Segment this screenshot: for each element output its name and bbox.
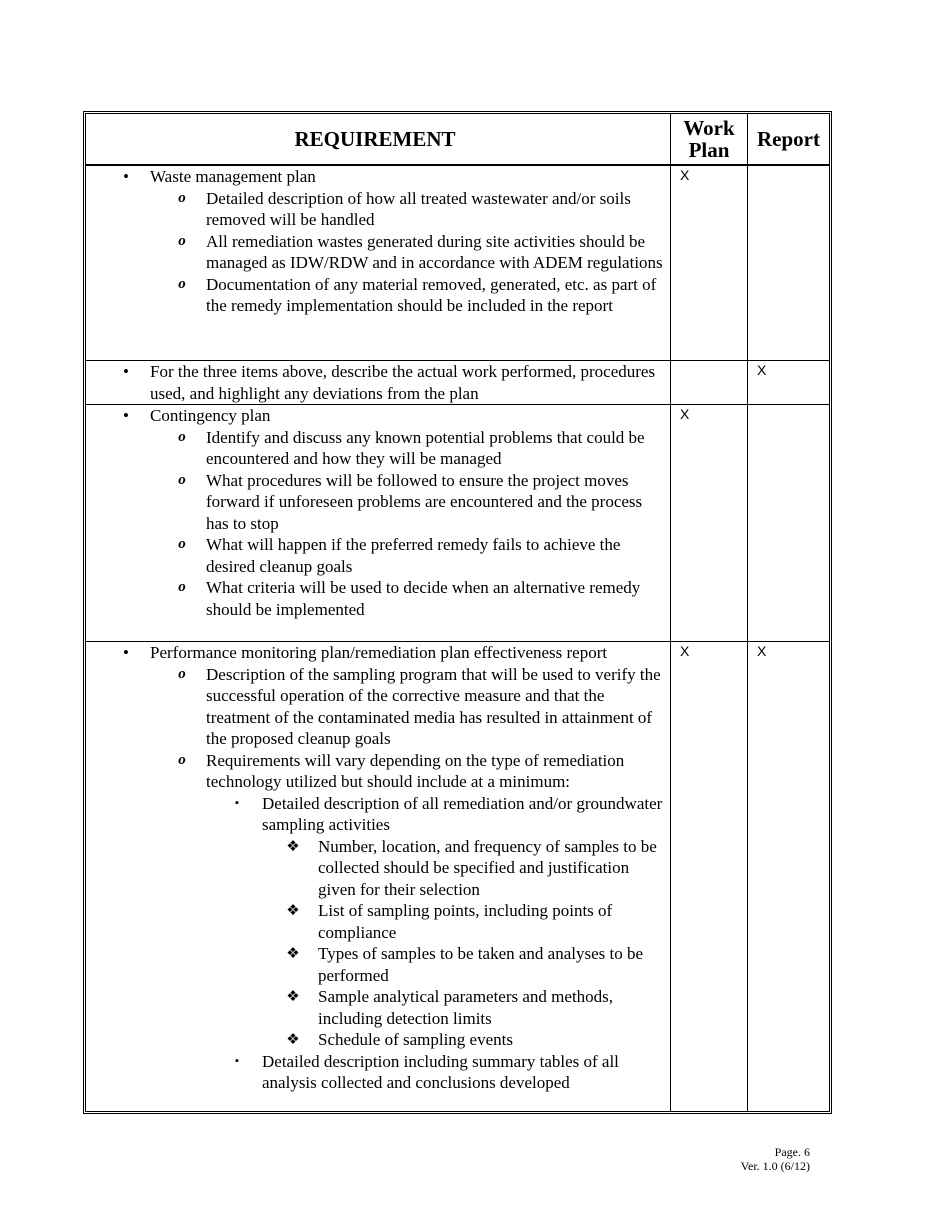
item-text: Detailed description of all remediation and/or groundwater sampling activities: [262, 793, 663, 834]
requirement-cell: [86, 642, 671, 1111]
list-item: [86, 793, 664, 836]
list-item: [86, 1051, 664, 1094]
diamond-bullet-icon: ❖: [286, 836, 300, 855]
report-mark: [748, 405, 829, 641]
requirement-cell: [86, 361, 671, 404]
diamond-bullet-icon: ❖: [286, 901, 300, 919]
circle-bullet-icon: o: [178, 471, 186, 488]
list-item: [86, 188, 664, 231]
item-text: Number, location, and frequency of samples to be collected should be specified and justification given for their selection: [318, 836, 657, 899]
item-text: Detailed description including summary tables of all analysis collected and conclusions developed: [262, 1051, 619, 1092]
item-text: Detailed description of how all treated wastewater and/or soils removed will be handled: [206, 188, 631, 229]
work-plan-mark: X: [671, 642, 748, 1111]
item-text: What procedures will be followed to ensure the project moves forward if unforeseen problems are encountered and the process has to stop: [206, 470, 643, 533]
requirement-cell: [86, 405, 671, 641]
report-mark: X: [757, 362, 767, 378]
table-row: [86, 404, 829, 641]
header-work-plan: [671, 114, 748, 164]
list-item: [86, 361, 664, 404]
list-item: [86, 577, 664, 620]
bullet-icon: •: [123, 406, 129, 425]
list-item: [86, 664, 664, 750]
list-item: [86, 166, 664, 188]
diamond-bullet-icon: ❖: [286, 1030, 300, 1048]
circle-bullet-icon: o: [178, 232, 186, 249]
list-item: [86, 274, 664, 317]
circle-bullet-icon: o: [178, 579, 186, 595]
bullet-icon: •: [123, 643, 129, 662]
item-text: Types of samples to be taken and analyses to be performed: [318, 944, 644, 985]
item-text: Identify and discuss any known potential problems that could be encountered and how they will be managed: [206, 427, 645, 468]
header-report: Report: [757, 127, 820, 151]
square-bullet-icon: ▪: [235, 796, 239, 809]
list-item: [86, 427, 664, 470]
item-text: What criteria will be used to decide when an alternative remedy should be implemented: [206, 578, 641, 619]
circle-bullet-icon: o: [178, 275, 186, 292]
item-text: Schedule of sampling events: [318, 1030, 513, 1049]
square-bullet-icon: ▪: [235, 1054, 239, 1067]
item-text: Waste management plan: [150, 167, 316, 186]
circle-bullet-icon: o: [178, 751, 186, 768]
circle-bullet-icon: o: [178, 428, 186, 445]
report-mark: [748, 166, 829, 360]
list-item: [86, 1029, 664, 1051]
list-item: [86, 231, 664, 274]
list-item: [86, 986, 664, 1029]
header-work-plan-line1: Work: [683, 116, 735, 140]
list-item: [86, 943, 664, 986]
bullet-icon: •: [123, 167, 129, 186]
item-text: Performance monitoring plan/remediation plan effectiveness report: [150, 643, 608, 662]
table-row: [86, 641, 829, 1111]
list-item: [86, 750, 664, 793]
work-plan-mark: [671, 361, 748, 404]
item-text: What will happen if the preferred remedy fails to achieve the desired cleanup goals: [206, 535, 621, 576]
list-item: [86, 534, 664, 577]
requirements-table: [83, 111, 832, 1114]
list-item: [86, 470, 664, 535]
table-row: [86, 166, 829, 360]
requirement-cell: [86, 166, 671, 360]
item-text: Requirements will vary depending on the type of remediation technology utilized but should include at a minimum:: [206, 750, 625, 791]
header-work-plan-line2: Plan: [688, 138, 730, 162]
list-item: [86, 900, 664, 943]
work-plan-mark: X: [671, 166, 748, 360]
diamond-bullet-icon: ❖: [286, 987, 300, 1005]
circle-bullet-icon: o: [178, 665, 186, 682]
item-text: Documentation of any material removed, generated, etc. as part of the remedy implementation should be included in the report: [206, 274, 657, 315]
work-plan-mark: X: [671, 405, 748, 641]
item-text: All remediation wastes generated during site activities should be managed as IDW/RDW and in accordance with ADEM regulations: [206, 231, 663, 272]
item-text: Sample analytical parameters and methods, including detection limits: [318, 987, 614, 1028]
circle-bullet-icon: o: [178, 189, 186, 206]
page-footer: [741, 1145, 810, 1173]
list-item: [86, 405, 664, 427]
list-item: [86, 642, 664, 664]
item-text: Description of the sampling program that will be used to verify the successful operation of the corrective measure and that the treatment of the contaminated media has resulted in attainment of the proposed cleanup goals: [206, 664, 661, 748]
table-header-row: [86, 114, 829, 166]
diamond-bullet-icon: ❖: [286, 944, 300, 962]
version-label: Ver. 1.0 (6/12): [740, 1159, 810, 1173]
report-mark: X: [757, 643, 767, 659]
item-text: Contingency plan: [150, 406, 271, 425]
table-row: [86, 360, 829, 404]
item-text: List of sampling points, including points of compliance: [318, 901, 613, 942]
bullet-icon: •: [123, 362, 129, 381]
item-text: For the three items above, describe the actual work performed, procedures used, and highlight any deviations from the plan: [150, 362, 656, 403]
header-requirement: REQUIREMENT: [86, 114, 671, 164]
page-number: Page. 6: [774, 1145, 810, 1159]
list-item: [86, 836, 664, 901]
circle-bullet-icon: o: [178, 536, 186, 552]
